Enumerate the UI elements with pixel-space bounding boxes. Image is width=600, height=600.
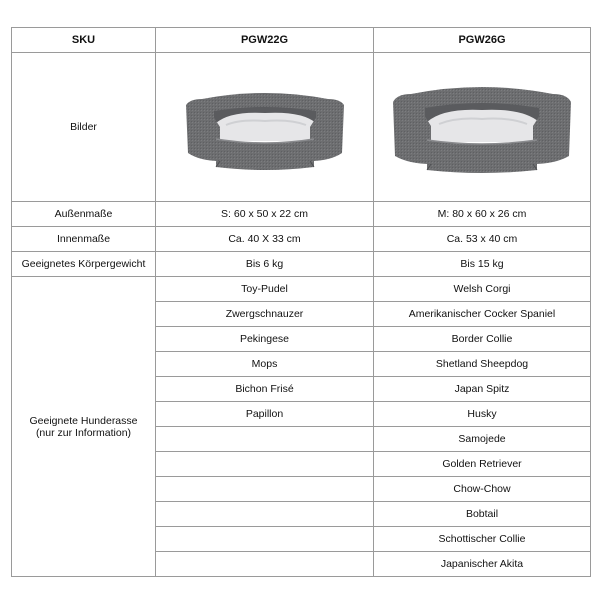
breed-a: [156, 552, 374, 577]
weight-b: Bis 15 kg: [374, 252, 591, 277]
breed-b: Japanischer Akita: [374, 552, 591, 577]
inner-a: Ca. 40 X 33 cm: [156, 227, 374, 252]
breed-b: Schottischer Collie: [374, 527, 591, 552]
breed-a: [156, 452, 374, 477]
images-label: Bilder: [12, 53, 156, 202]
spec-table: [11, 27, 591, 577]
header-row: [12, 28, 591, 53]
breed-b: Husky: [374, 402, 591, 427]
inner-b: Ca. 53 x 40 cm: [374, 227, 591, 252]
breed-b: Bobtail: [374, 502, 591, 527]
weight-row: [12, 252, 591, 277]
breed-row: [12, 277, 591, 302]
breed-a: [156, 477, 374, 502]
model-b-header: PGW26G: [374, 28, 591, 53]
dog-bed-small-image: [180, 77, 350, 177]
breed-a: Papillon: [156, 402, 374, 427]
breed-b: Welsh Corgi: [374, 277, 591, 302]
weight-label: Geeignetes Körpergewicht: [12, 252, 156, 277]
breed-b: Japan Spitz: [374, 377, 591, 402]
spec-sheet: [11, 27, 590, 573]
model-a-header: PGW22G: [156, 28, 374, 53]
breed-a: Mops: [156, 352, 374, 377]
breed-b: Shetland Sheepdog: [374, 352, 591, 377]
outer-a: S: 60 x 50 x 22 cm: [156, 202, 374, 227]
breed-b: Border Collie: [374, 327, 591, 352]
breed-b: Amerikanischer Cocker Spaniel: [374, 302, 591, 327]
breed-b: Samojede: [374, 427, 591, 452]
breed-a: [156, 502, 374, 527]
breed-a: [156, 527, 374, 552]
breed-label: [12, 277, 156, 577]
sku-header: SKU: [12, 28, 156, 53]
breed-label-line2: (nur zur Information): [35, 426, 132, 439]
breed-a: Pekingese: [156, 327, 374, 352]
breed-b: Chow-Chow: [374, 477, 591, 502]
outer-dimensions-row: [12, 202, 591, 227]
breed-a: Zwergschnauzer: [156, 302, 374, 327]
breed-a: [156, 427, 374, 452]
weight-a: Bis 6 kg: [156, 252, 374, 277]
bed-image-small-cell: [156, 53, 374, 202]
inner-label: Innenmaße: [12, 227, 156, 252]
images-row: [12, 53, 591, 202]
dog-bed-medium-image: [387, 72, 577, 182]
bed-image-medium-cell: [374, 53, 591, 202]
outer-b: M: 80 x 60 x 26 cm: [374, 202, 591, 227]
outer-label: Außenmaße: [12, 202, 156, 227]
breed-a: Toy-Pudel: [156, 277, 374, 302]
breed-a: Bichon Frisé: [156, 377, 374, 402]
inner-dimensions-row: [12, 227, 591, 252]
breed-label-line1: Geeignete Hunderasse: [29, 414, 138, 427]
breed-b: Golden Retriever: [374, 452, 591, 477]
